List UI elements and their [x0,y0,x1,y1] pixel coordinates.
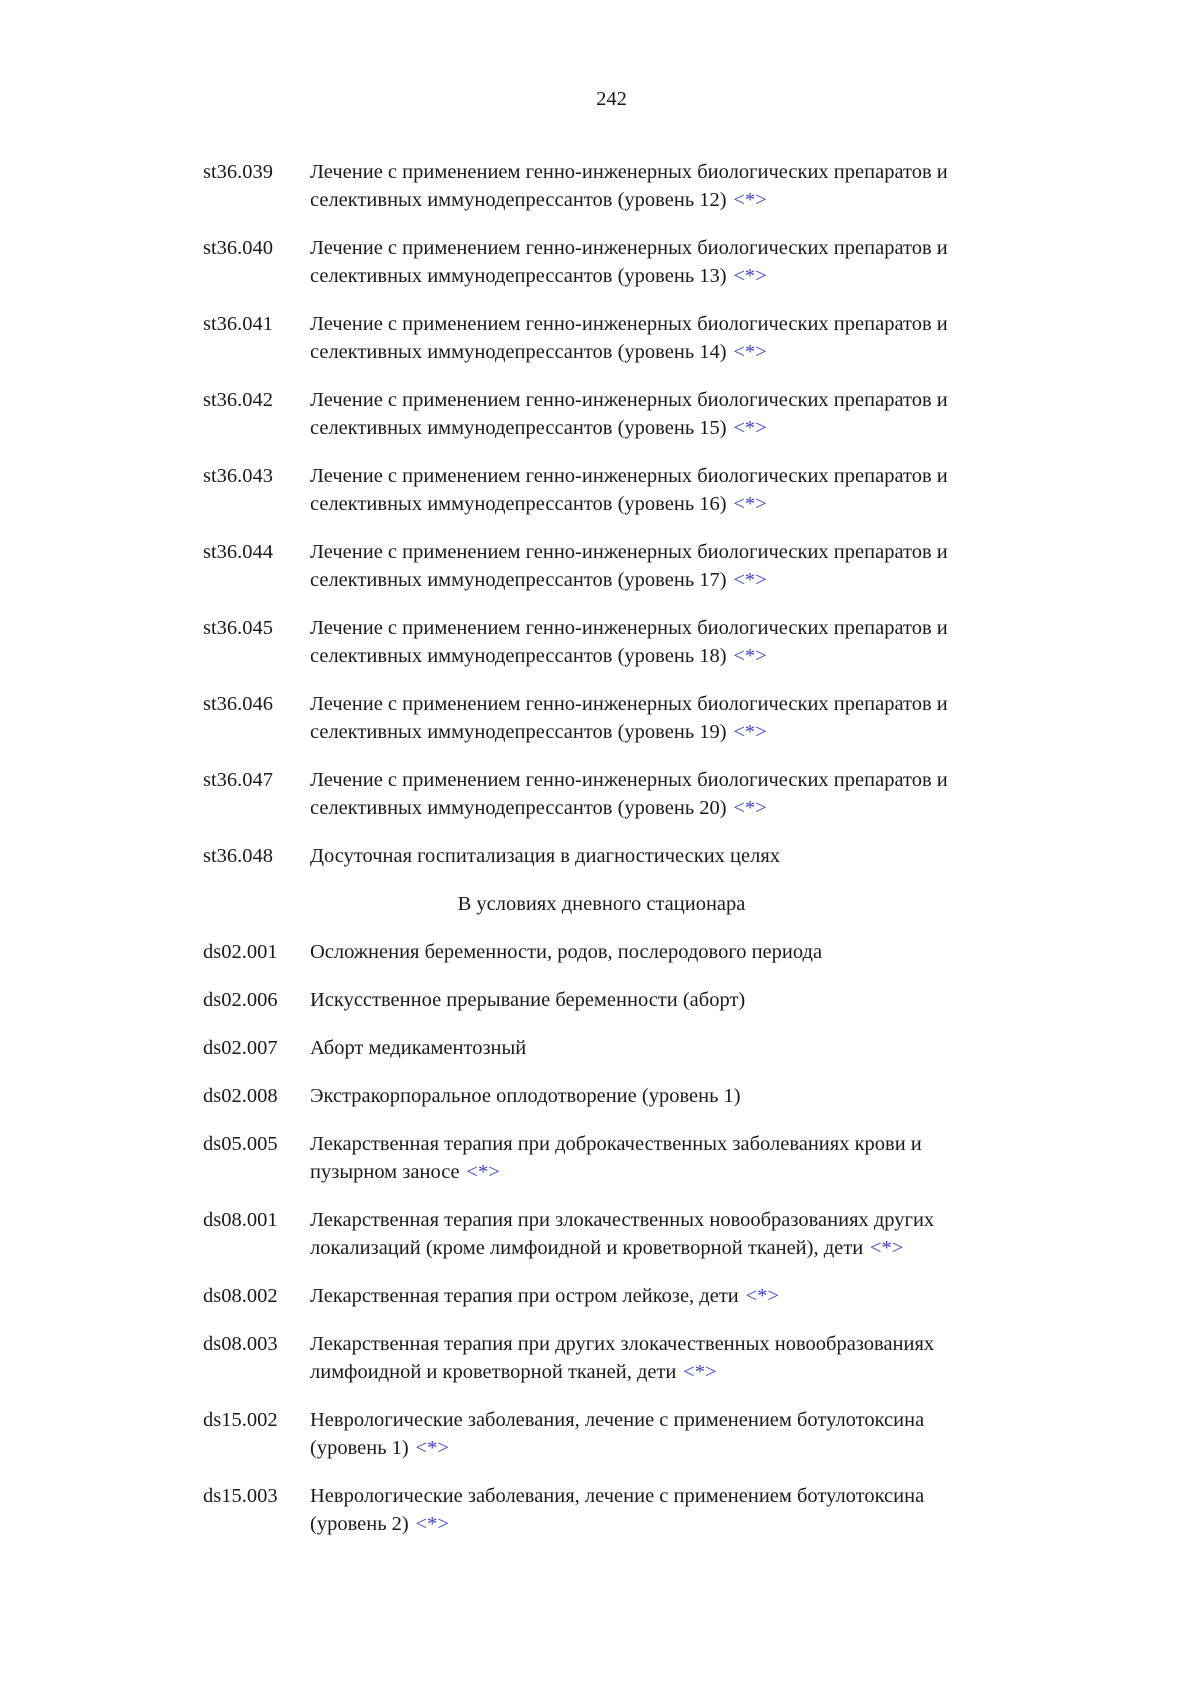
entry-description [310,1206,1030,1262]
entry-description-line [310,1130,1030,1158]
entry-description-text: (уровень 1) [310,1437,409,1459]
entry-description-text: локализаций (кроме лимфоидной и кроветворной тканей), дети [310,1237,864,1259]
entry-code: st36.039 [203,161,274,183]
tariff-entry [203,234,1030,290]
entry-description-line [310,1034,1030,1062]
entry-description-line [310,1358,1030,1386]
entry-description-line [310,566,1030,594]
entry-description [310,842,1030,870]
entry-description-text: Лекарственная терапия при остром лейкозе, дети [310,1285,739,1307]
tariff-entry [203,1082,1030,1110]
entry-description [310,234,1030,290]
footnote-marker: <*> [733,645,767,667]
entry-code: st36.042 [203,389,274,411]
entry-description-text: селективных иммунодепрессантов (уровень 19) [310,721,727,743]
footnote-marker: <*> [415,1513,449,1535]
entry-description [310,1282,1030,1310]
entry-code: ds08.003 [203,1333,278,1355]
entry-description-line [310,234,1030,262]
tariff-entry [203,1330,1030,1386]
footnote-marker: <*> [745,1285,779,1307]
entry-code: ds15.003 [203,1485,278,1507]
entry-description-text: Лечение с применением генно-инженерных биологических препаратов и [310,617,948,639]
entry-description-text: Лечение с применением генно-инженерных биологических препаратов и [310,389,948,411]
entry-description-text: (уровень 2) [310,1513,409,1535]
entry-description-text: Лечение с применением генно-инженерных биологических препаратов и [310,313,948,335]
entry-description [310,1330,1030,1386]
entry-description [310,158,1030,214]
entry-description-line [310,938,1030,966]
footnote-marker: <*> [733,189,767,211]
entry-description-text: селективных иммунодепрессантов (уровень 18) [310,645,727,667]
entry-code: ds02.001 [203,941,278,963]
tariff-entry [203,938,1030,966]
entry-description-line [310,642,1030,670]
tariff-entry [203,1034,1030,1062]
entry-description-line [310,690,1030,718]
entry-code: st36.046 [203,693,274,715]
entry-code: ds02.006 [203,989,278,1011]
entry-description-line [310,462,1030,490]
footnote-marker: <*> [733,341,767,363]
entry-description [310,386,1030,442]
tariff-entry [203,766,1030,822]
footnote-marker: <*> [466,1161,500,1183]
tariff-entry [203,842,1030,870]
tariff-entry [203,310,1030,366]
entry-description-text: Лекарственная терапия при других злокачественных новообразованиях [310,1333,935,1355]
entry-description-text: селективных иммунодепрессантов (уровень 13) [310,265,727,287]
tariff-entry [203,1130,1030,1186]
entry-code: ds02.008 [203,1085,278,1107]
entry-description-text: селективных иммунодепрессантов (уровень 16) [310,493,727,515]
entry-description-line [310,614,1030,642]
entry-description-line [310,1082,1030,1110]
entry-description [310,1130,1030,1186]
entry-description-text: лимфоидной и кроветворной тканей, дети [310,1361,677,1383]
entry-description [310,1082,1030,1110]
entry-code: st36.045 [203,617,274,639]
entry-code: ds15.002 [203,1409,278,1431]
entry-description-text: селективных иммунодепрессантов (уровень 12) [310,189,727,211]
entry-description [310,1034,1030,1062]
entry-description-text: селективных иммунодепрессантов (уровень 15) [310,417,727,439]
entry-description-line [310,1234,1030,1262]
tariff-entry [203,1206,1030,1262]
entry-description-text: пузырном заносе [310,1161,460,1183]
footnote-marker: <*> [733,493,767,515]
tariff-entry [203,614,1030,670]
entry-description-line [310,310,1030,338]
entry-description-text: Лекарственная терапия при доброкачественных заболеваниях крови и [310,1133,922,1155]
footnote-marker: <*> [733,417,767,439]
tariff-entry [203,386,1030,442]
footnote-marker: <*> [869,1237,904,1259]
entry-description-line [310,766,1030,794]
entry-list-day-hospital [203,938,1030,1538]
entry-description-text: селективных иммунодепрессантов (уровень 20) [310,797,727,819]
footnote-marker: <*> [733,797,767,819]
entry-description-line [310,1510,1030,1538]
tariff-entry [203,158,1030,214]
tariff-entry [203,462,1030,518]
entry-description-line [310,1158,1030,1186]
entry-description-line [310,1206,1030,1234]
entry-code: st36.040 [203,237,274,259]
entry-description-text: Лечение с применением генно-инженерных биологических препаратов и [310,237,948,259]
entry-code: ds08.001 [203,1209,278,1231]
entry-description-line [310,1282,1030,1310]
entry-description-text: Лекарственная терапия при злокачественных новообразованиях других [310,1209,935,1231]
section-header-day-hospital: В условиях дневного стационара [457,893,746,915]
tariff-entry [203,538,1030,594]
entry-description [310,462,1030,518]
entry-description-line [310,262,1030,290]
entry-description-text: Лечение с применением генно-инженерных биологических препаратов и [310,693,948,715]
entry-description-text: Неврологические заболевания, лечение с применением ботулотоксина [310,1485,925,1507]
entry-description-line [310,490,1030,518]
entry-description-text: Лечение с применением генно-инженерных биологических препаратов и [310,541,948,563]
entry-description [310,538,1030,594]
entry-description-line [310,986,1030,1014]
entry-code: st36.044 [203,541,274,563]
footnote-marker: <*> [733,265,767,287]
entry-code: ds05.005 [203,1133,278,1155]
entry-description-line [310,842,1030,870]
entry-description-text: Искусственное прерывание беременности (аборт) [310,989,746,1011]
entry-description [310,690,1030,746]
entry-description-line [310,338,1030,366]
entry-description-text: Лечение с применением генно-инженерных биологических препаратов и [310,465,948,487]
tariff-entry [203,1406,1030,1462]
entry-description-line [310,1406,1030,1434]
entry-description-text: Аборт медикаментозный [310,1037,527,1059]
entry-list-inpatient [203,158,1030,870]
tariff-entry [203,690,1030,746]
entry-description-line [310,1482,1030,1510]
footnote-marker: <*> [415,1437,449,1459]
tariff-entry [203,1482,1030,1538]
entry-code: ds02.007 [203,1037,278,1059]
entry-description-line [310,794,1030,822]
entry-code: st36.048 [203,845,274,867]
entry-code: st36.047 [203,769,274,791]
entry-description [310,1406,1030,1462]
entry-code: st36.041 [203,313,274,335]
entry-description-line [310,1434,1030,1462]
footnote-marker: <*> [733,721,767,743]
entry-description [310,310,1030,366]
entry-description-text: Лечение с применением генно-инженерных биологических препаратов и [310,769,948,791]
tariff-entry [203,1282,1030,1310]
entry-description-line [310,718,1030,746]
entry-description-text: Неврологические заболевания, лечение с применением ботулотоксина [310,1409,925,1431]
entry-description-text: Осложнения беременности, родов, послеродового периода [310,941,823,963]
entry-description [310,1482,1030,1538]
entry-description [310,766,1030,822]
entry-description-line [310,1330,1030,1358]
entry-description-line [310,414,1030,442]
entry-description-text: Экстракорпоральное оплодотворение (уровень 1) [310,1085,741,1107]
entry-description-text: селективных иммунодепрессантов (уровень 17) [310,569,727,591]
tariff-entry [203,986,1030,1014]
entry-code: st36.043 [203,465,274,487]
entry-description-text: Досуточная госпитализация в диагностических целях [310,845,781,867]
footnote-marker: <*> [733,569,767,591]
entry-description [310,614,1030,670]
entry-description [310,986,1030,1014]
entry-description-text: селективных иммунодепрессантов (уровень 14) [310,341,727,363]
page-number: 242 [596,88,627,110]
entry-description [310,938,1030,966]
footnote-marker: <*> [683,1361,717,1383]
entry-description-line [310,158,1030,186]
entry-description-line [310,186,1030,214]
entry-description-text: Лечение с применением генно-инженерных биологических препаратов и [310,161,948,183]
entry-description-line [310,386,1030,414]
entry-code: ds08.002 [203,1285,278,1307]
entry-description-line [310,538,1030,566]
